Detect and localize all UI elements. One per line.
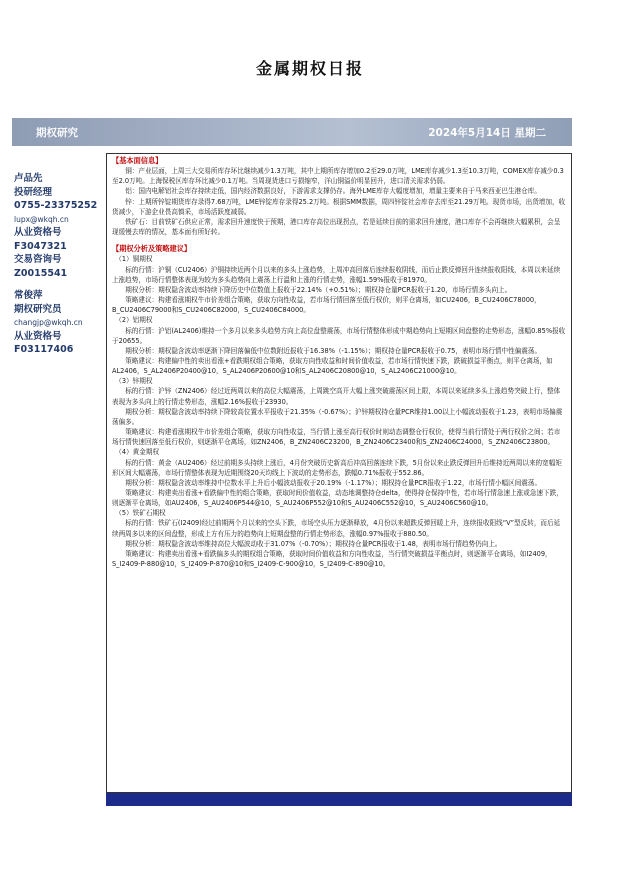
sidebar-line: 卢品先 bbox=[14, 173, 43, 184]
sidebar-line: 从业资格号 bbox=[14, 227, 62, 238]
paragraph: 标的行情：铁矿石(I2409)经过前期两个月以来的空头下跌，市场空头压力逐渐释放，4月份以来超跌反弹回暖上升，连续报收阳线“V”型反转，而后延续两周多以来的区间盘整，形成上方有压力的趋势向上短期盘整的行情走势形态，涨幅0.97%报收于880.50。 bbox=[112, 519, 561, 538]
paragraph: 标的行情：黄金（AU2406）经过前期多头持续上涨后，4月份突破历史新高后冲高回落连续下跌，5月份以来止跌反弹回升后维持近两周以来的宽幅矩形区间大幅震荡，市场行情整体表现为近期围绕20天均线上下波动的走势形态，跌幅0.71%报收于552.86。 bbox=[112, 458, 562, 477]
subsection-heading: （2）铝期权 bbox=[115, 316, 153, 325]
sidebar-line: 常俊萍 bbox=[14, 290, 43, 301]
paragraph: 标的行情：沪铝(AL2406)维持一个多月以来多头趋势方向上高位盘整震荡，市场行情整体形成中期趋势向上短期区间盘整的走势形态，涨幅0.85%报收于20655。 bbox=[112, 326, 566, 345]
paragraph: 策略建议：构建卖出看涨+看跌偏多头的期权组合策略，获取时间价值收益和方向性收益，当行情突破损益平衡点时，则逐渐平仓离场，如I2409，S_I2409-P-880@10，S_I2409-P-870@10和S_I2409-C-900@10，S_I2409-C-890@10。 bbox=[112, 549, 552, 569]
paragraph: 期权分析：期权隐含波动率持续下降较高位置水平报收于21.35%（-0.67%）；沪锌期权持仓量PCR维持1.00以上小幅波动报收于1.23，表明市场偏震荡偏多。 bbox=[112, 407, 563, 426]
header-banner bbox=[12, 118, 572, 146]
section-spacer bbox=[112, 237, 566, 244]
section-heading: 【基本面信息】 bbox=[112, 156, 163, 165]
paragraph: 铝：国内电解铝社会库存持续走低，国内经济数据良好，下游需求支撑仍存。海外LME库存大幅度增加，增量主要来自于马来西亚巴生港仓库。 bbox=[125, 187, 541, 196]
sidebar-line: lupx@wkqh.cn bbox=[14, 214, 69, 224]
sidebar-spacer bbox=[14, 280, 104, 289]
subsection-heading: （3）锌期权 bbox=[115, 377, 153, 386]
banner-category: 期权研究 bbox=[36, 127, 78, 139]
paragraph: 策略建议：构建看涨期权牛市价差组合策略，获取方向性收益，当行情上涨至高行权价时则动态调整仓行权价，使得当前行情处于两行权价之间；若市场行情快速回落至低行权价，则逐渐平仓离场，如ZN2406，B_ZN2406C23200，B_ZN2406C23400和S_ZN2406C24000，S_ZN2406C23800。 bbox=[112, 428, 561, 447]
sidebar-line: 期权研究员 bbox=[14, 303, 62, 315]
sidebar-line: Z0015541 bbox=[14, 267, 68, 279]
subsection-heading: （4）黄金期权 bbox=[115, 448, 160, 457]
paragraph: 期权分析：期权隐含波动率维持高位大幅波动收于31.07%（-0.70%）；期权持仓量PCR报收于1.48，表明市场行情趋势仍向上。 bbox=[125, 539, 502, 548]
paragraph: 策略建议：构建偏中性的卖出看涨+看跌期权组合策略，获取方向性收益和时间价值收益，若市场行情快速下跌，跌破损益平衡点，则平仓离场，如AL2406，S_AL2406P20400@10，S_AL2406P20600@10和S_AL2406C20800@10，S_AL2406C21000@10。 bbox=[112, 356, 553, 376]
paragraph: 标的行情：沪铜（CU2406）沪铜持续近两个月以来的多头上涨趋势，上周冲高回落后连续报收阴线，而后止跌反弹回升连续报收阳线，本周以来延续上涨趋势，市场行情整体表现为较为多头趋势向上震荡上行温和上涨的行情走势，涨幅1.59%报收于81970。 bbox=[112, 265, 561, 284]
sidebar-line: F03117406 bbox=[14, 344, 74, 355]
subsection-heading: （1）铜期权 bbox=[115, 255, 153, 264]
paragraph: 策略建议：构建看涨期权牛市价差组合策略，获取方向性收益，若市场行情回落至低行权价，则平仓离场，如CU2406，B_CU2406C78000，B_CU2406C79000和S_CU2406C82000，S_CU2406C84000。 bbox=[112, 296, 541, 315]
paragraph: 铁矿石：目前铁矿石供应正常，需求回升速度快于预期，港口库存高位出现拐点，若是延续目前的需求回升速度，港口库存不会再继续大幅累积，会呈现缓慢去库的情况，基本面有所好转。 bbox=[112, 217, 561, 237]
sidebar-line: 从业资格号 bbox=[14, 330, 62, 342]
sidebar-line: 交易咨询号 bbox=[14, 254, 62, 265]
banner-date: 2024年5月14日 星期二 bbox=[428, 127, 546, 139]
paragraph: 期权分析：期权隐含波动率持续下降历史中位数值上报收于22.14%（+0.51%）；期权持仓量PCR报收于1.20，市场行情多头向上。 bbox=[125, 285, 512, 294]
footer-bar bbox=[106, 793, 572, 806]
paragraph: 期权分析：期权隐含波动率逐渐下降回落偏低中位数附近报收于16.38%（-1.15%）；期权持仓量PCR报收于0.75，表明市场行情中性偏震荡。 bbox=[125, 346, 542, 355]
report-content-box bbox=[106, 153, 572, 793]
analyst-sidebar bbox=[14, 172, 104, 357]
sidebar-line: 0755-23375252 bbox=[14, 200, 98, 211]
paragraph: 锌：上期所锌锭期货库存录得7.68万吨，LME锌锭库存录得25.2万吨。根据SMM数据，周四锌锭社会库存去库至21.29万吨。现货市场，出货增加，收货减少，下游企业畏高慎采，市场活跃度减弱。 bbox=[112, 197, 566, 216]
paragraph: 期权分析：期权隐含波动率维持中位数水平上升后小幅波动报收于20.19%（-1.17%）；期权持仓量PCR报收于1.22，市场行情小幅区间震荡。 bbox=[125, 478, 542, 487]
paragraph: 策略建议：构建卖出看涨+看跌偏中性的组合策略，获取时间价值收益，动态地调整持仓delta，使得持仓保持中性，若市场行情急速上涨或急速下跌，则逐渐平仓离场，如AU2406，S_AU2406P544@10，S_AU2406P552@10和S_AU2406C552@10，S_AU2406C560@10。 bbox=[112, 489, 563, 508]
paragraph: 铜：产业层面，上周三大交易所库存环比继续减少1.3万吨，其中上期所库存增加0.2至29.0万吨，LME库存减少1.3至10.3万吨，COMEX库存减少0.3至2.0万吨。上海保税区库存环比减少0.1万吨。当周现货进口亏损缩窄，洋山铜溢价明显回升，进口清关需求仍弱。 bbox=[112, 167, 564, 186]
sidebar-line: changjp@wkqh.cn bbox=[14, 318, 83, 327]
paragraph: 标的行情：沪锌（ZN2406）经过近两周以来的高位大幅震荡，上周跳空高开大幅上涨突破震荡区间上限，本周以来延续多头上涨趋势突破上行，整体表现为多头向上的行情走势形态，涨幅2.16%报收于23930。 bbox=[112, 387, 561, 406]
sidebar-line: F3047321 bbox=[14, 240, 67, 252]
subsection-heading: （5）铁矿石期权 bbox=[115, 509, 166, 518]
report-title: 金属期权日报 bbox=[255, 59, 364, 78]
sidebar-line: 投研经理 bbox=[14, 186, 53, 198]
section-heading: 【期权分析及策略建议】 bbox=[112, 244, 192, 254]
